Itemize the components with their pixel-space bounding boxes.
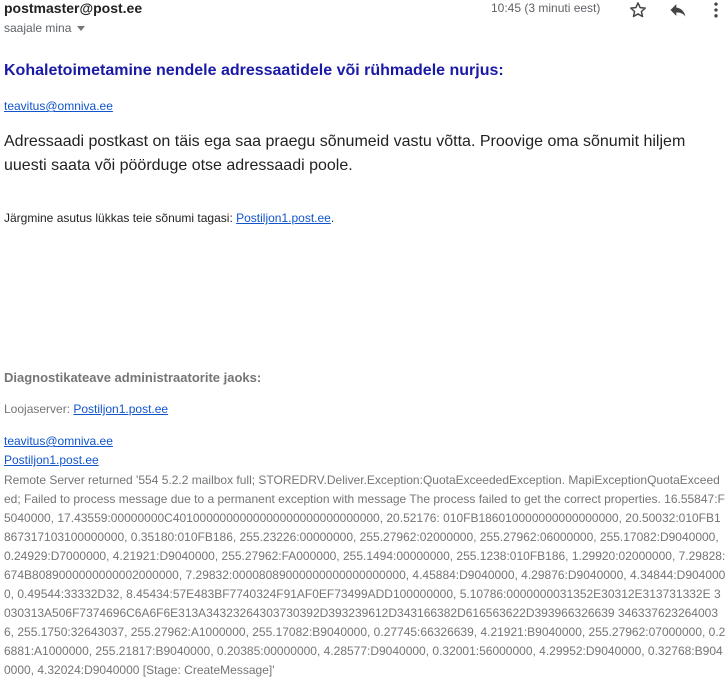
diagnostic-address-link[interactable]: teavitus@omniva.ee	[4, 434, 113, 448]
diagnostic-server-link[interactable]: Postiljon1.post.ee	[4, 453, 99, 467]
message-header	[4, 0, 728, 40]
chevron-down-icon[interactable]	[77, 26, 85, 31]
recipient-address-link[interactable]: teavitus@omniva.ee	[4, 99, 113, 113]
generating-server-link[interactable]: Postiljon1.post.ee	[73, 402, 169, 416]
diagnostics-title: Diagnostikateave administraatorite jaoks:	[4, 370, 262, 385]
delivery-failure-title: Kohaletoimetamine nendele adressaatidele või rühmadele nurjus:	[4, 62, 504, 79]
bounce-prefix: Järgmine asutus lükkas teie sõnumi tagasi:	[4, 211, 237, 225]
more-vertical-icon[interactable]	[704, 0, 728, 22]
bounce-suffix: .	[330, 211, 335, 225]
message-time: 10:45 (3 minuti eest)	[491, 1, 601, 15]
recipient-label: saajale mina	[4, 21, 72, 35]
bounce-notice	[4, 211, 334, 225]
generating-server	[4, 402, 168, 416]
bounce-server-link[interactable]: Postiljon1.post.ee	[236, 211, 331, 225]
reply-icon[interactable]	[666, 0, 690, 22]
sender-address[interactable]: postmaster@post.ee	[4, 0, 143, 16]
generating-label: Loojaserver:	[4, 402, 74, 416]
star-icon[interactable]	[626, 0, 650, 22]
failure-message: Adressaadi postkast on täis ega saa praegu sõnumeid vastu võtta. Proovige oma sõnumit hiljem uuesti saata või pöörduge otse adressaadi poole.	[4, 133, 686, 174]
remote-server-error: Remote Server returned '554 5.2.2 mailbox full; STOREDRV.Deliver.Exception:QuotaExceededException. MapiExceptionQuotaExceeded; Failed to process message due to a permanent exception with message The process failed to get the correct properties. 16.55847:F5040000, 17.43559:00000000C4010000000000000000000000000000, 20.52176: 010FB186010000000000000000, 20.50032:010FB1867317103100000000, 0.35180:010FB186, 255.23226:00000000, 255.27962:02000000, 255.27962:06000000, 255.17082:D9040000, 0.24929:D7000000, 4.21921:D9040000, 255.27962:FA000000, 255.1494:00000000, 255.1238:010FB186, 1.29920:02000000, 7.29828:674B8089000000000002000000, 7.29832:00008089000000000000000000, 4.45884:D9040000, 4.29876:D9040000, 4.34844:D9040000, 0.49544:33332D32, 8.45434:57E483BF7740324F91AF0EF73499ADD100000000, 5.10786:0000000031352E30312E313731332E 3030313A506F7374696C6A6F6E313A34323264303730392D393239612D343166382D616563622D393966326639 3463376232640036, 255.1750:32643037, 255.27962:A1000000, 255.17082:B9040000, 0.27745:66326639, 4.21921:B9040000, 255.27962:07000000, 0.26881:A1000000, 255.21817:B9040000, 0.20385:00000000, 4.28577:D9040000, 0.32001:56000000, 4.29952:D9040000, 0.32768:B9040000, 4.32024:D9040000 [Stage: CreateMessage]'	[4, 473, 726, 677]
recipient-summary[interactable]	[4, 21, 85, 35]
